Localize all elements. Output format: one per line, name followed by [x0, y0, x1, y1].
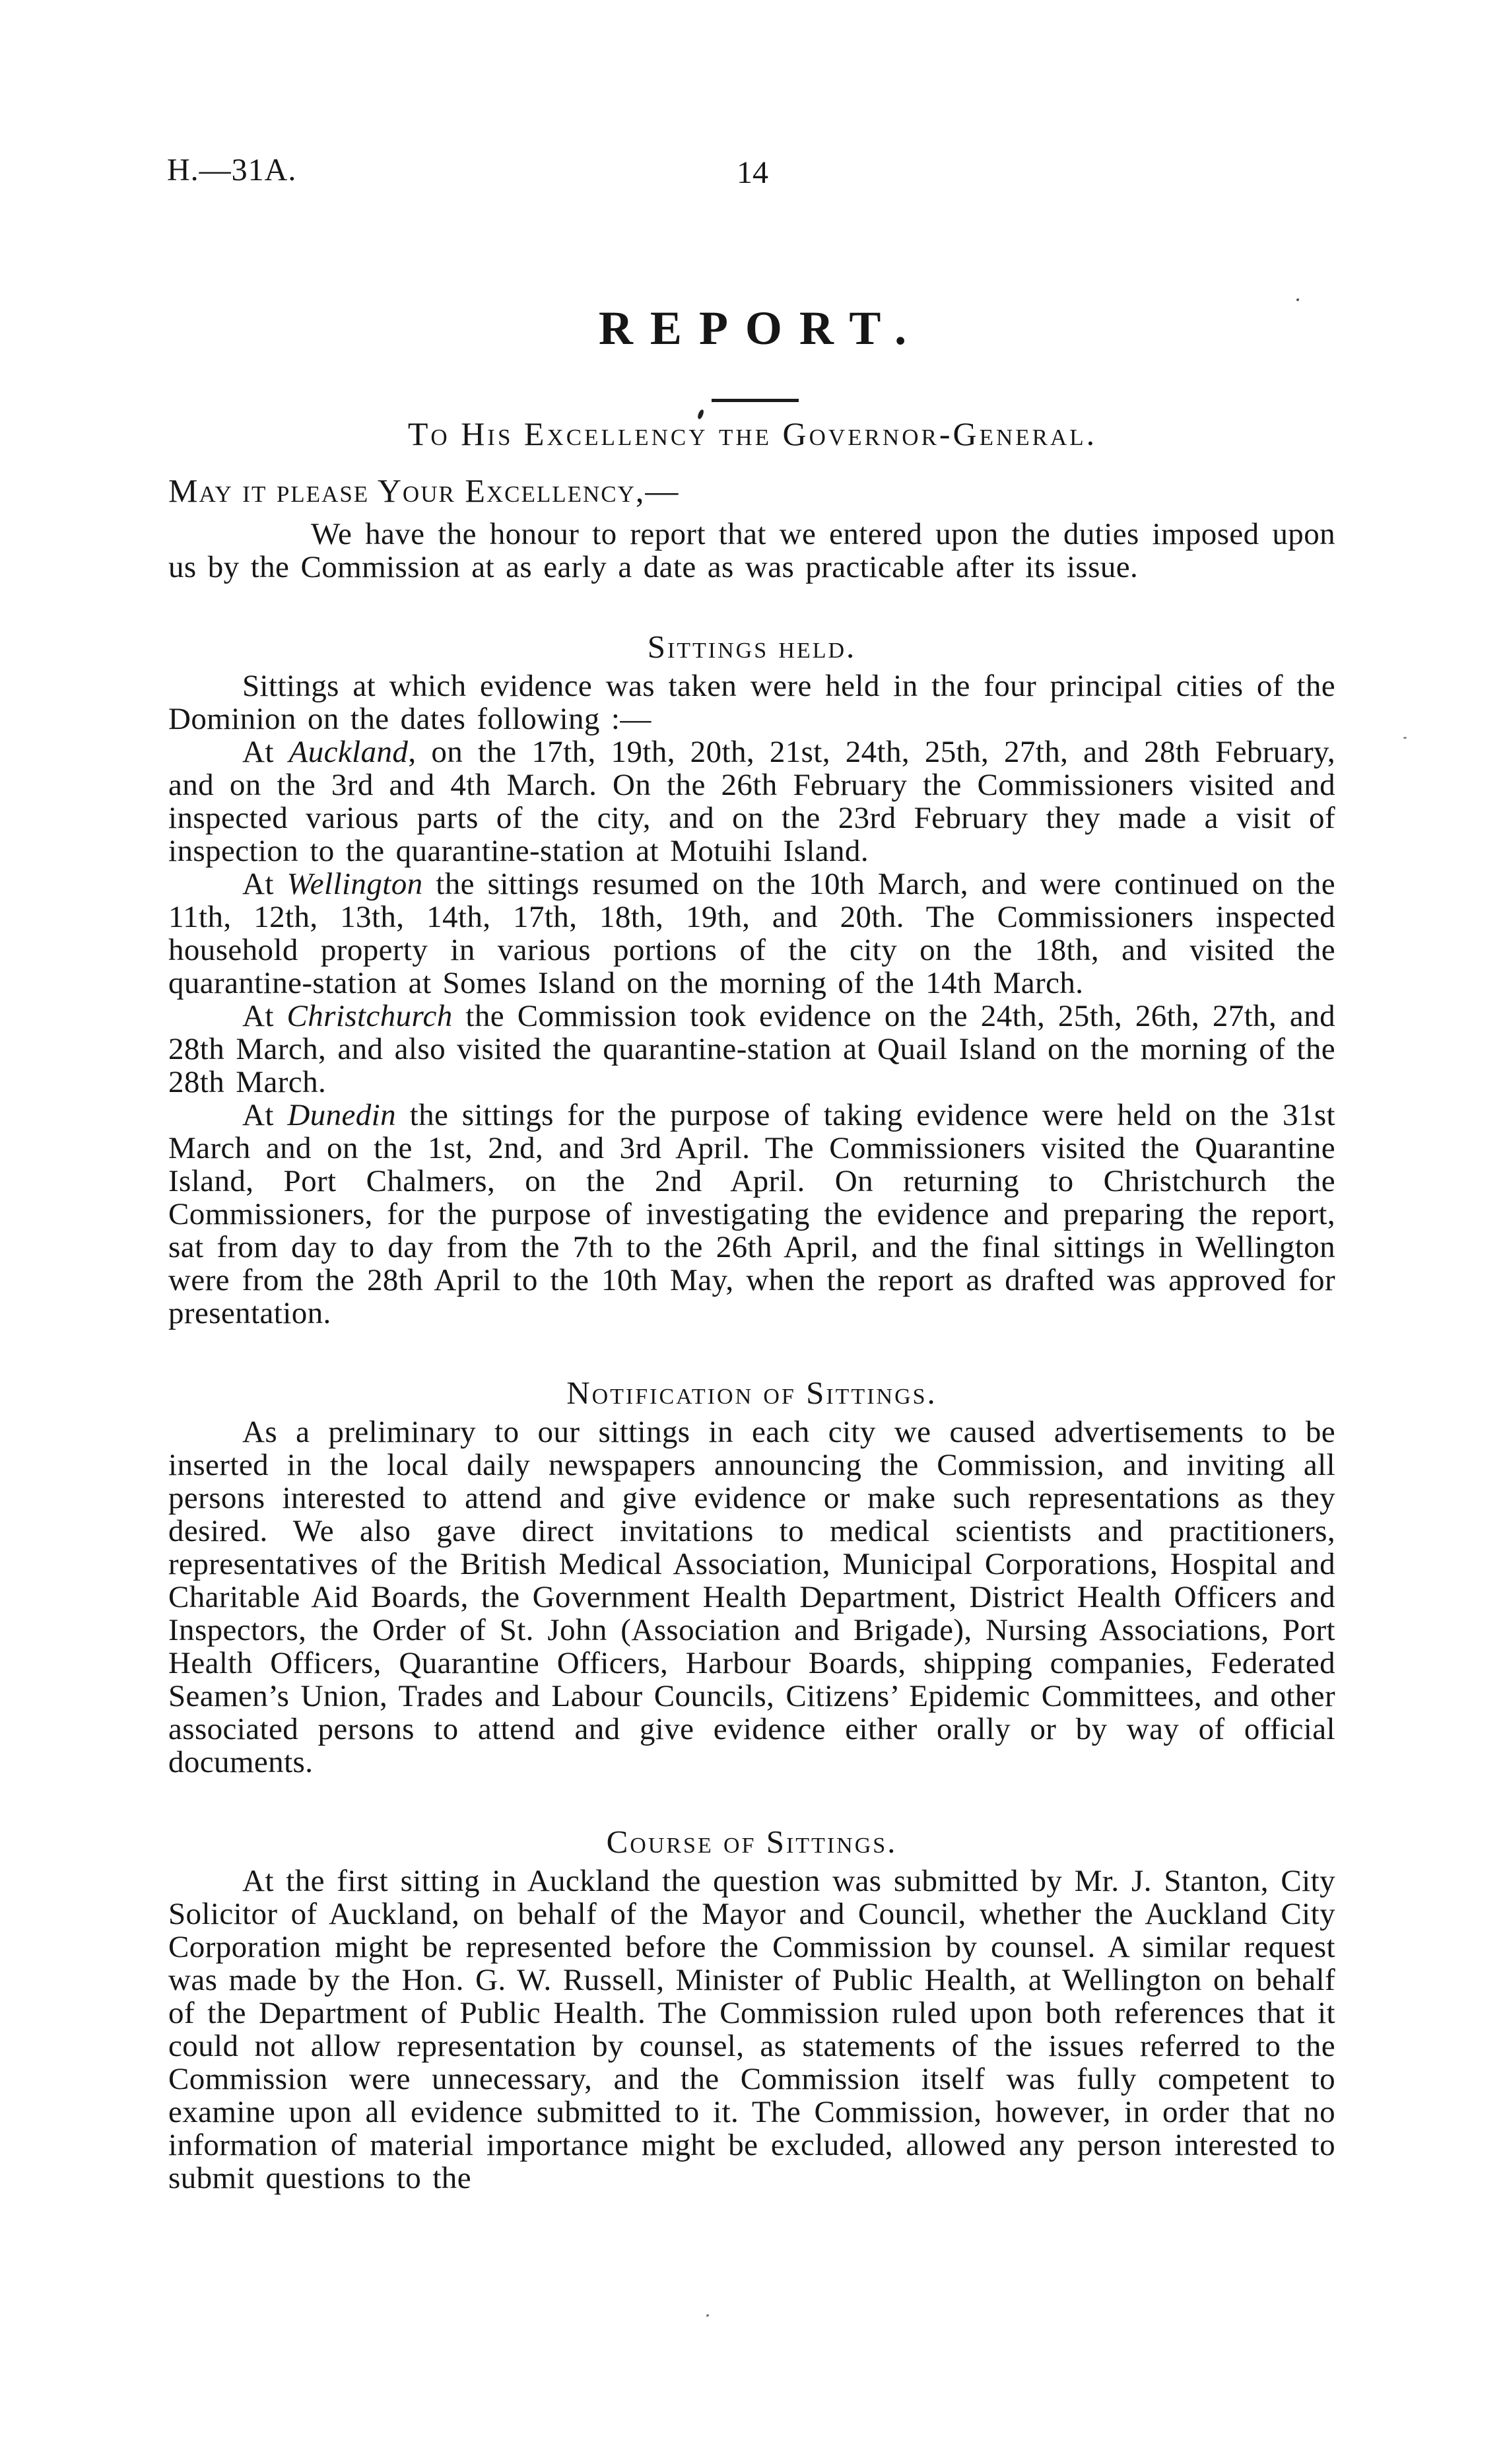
text-run: At: [242, 867, 287, 901]
document-sections: [168, 518, 1335, 2195]
text-run: As a preliminary to our sittings in each city we caused advertisements to be inserted in the local daily newspapers announcing the Commission, and inviting all persons interested to attend and give evidence or make such representations as they desired. We also gave direct invitations to medical scientists and practitioners, representatives of the British Medical Association, Municipal Corporations, Hospital and Charitable Aid Boards, the Government Health Department, District Health Officers and Inspectors, the Order of St. John (Association and Brigade), Nursing Associations, Port Health Officers, Quarantine Officers, Harbour Boards, shipping companies, Federated Seamen’s Union, Trades and Labour Councils, Citizens’ Epidemic Committees, and other associated persons to attend and give evidence either orally or by way of official documents.: [168, 1415, 1335, 1779]
text-run: the Commission took evidence on the 24th, 25th, 26th, 27th, and 28th March, and also visited the quarantine-station at Quail Island on the morning of the 28th March.: [168, 999, 1335, 1099]
paragraph: [168, 1416, 1335, 1779]
text-run: At: [242, 999, 287, 1033]
section-heading: Course of Sittings.: [606, 1824, 898, 1860]
document-title: REPORT.: [598, 302, 924, 355]
italic-place-name: Auckland: [288, 735, 409, 769]
paragraph: [168, 736, 1335, 868]
text-run: At: [242, 1098, 288, 1132]
italic-place-name: Christchurch: [286, 999, 453, 1033]
text-run: Sittings at which evidence was taken were held in the four principal cities of the Dominion on the dates following :—: [168, 669, 1335, 736]
text-run: We have the honour to report that we entered upon the duties imposed upon us by the Commission at as early a date as was practicable after its issue.: [168, 517, 1335, 584]
paragraph: [168, 1099, 1335, 1330]
scan-speck: [1403, 737, 1407, 739]
text-run: At: [242, 735, 289, 769]
section: [168, 1825, 1335, 2195]
section-heading: Sittings held.: [647, 629, 857, 665]
section-heading: Notification of Sittings.: [566, 1375, 937, 1411]
text-run: the sittings for the purpose of taking evidence were held on the 31st March and on the 1st, 2nd, and 3rd April. The Commissioners visited the Quarantine Island, Port Chalmers, on the 2nd April. On returning to Christchurch the Commissioners, for the purpose of investigating the evidence and preparing the report, sat from day to day from the 7th to the 26th April, and the final sittings in Wellington were from the 28th April to the 10th May, when the report as drafted was approved for presentation.: [168, 1098, 1336, 1330]
page-number: 14: [737, 155, 768, 190]
paragraph: [168, 1000, 1335, 1099]
section: [168, 630, 1335, 1330]
paragraph: [168, 669, 1335, 736]
text-run: , on the 17th, 19th, 20th, 21st, 24th, 25th, 27th, and 28th February, and on the 3rd and 4th March. On the 26th February the Commissioners visited and inspected various parts of the city, and on the 23rd February they made a visit of inspection to the quarantine-station at Motuihi Island.: [168, 735, 1336, 868]
text-run: the sittings resumed on the 10th March, and were continued on the 11th, 12th, 13th, 14th, 17th, 18th, 19th, and 20th. The Commissioners inspected household property in various portions of the city on the 18th, and visited the quarantine-station at Somes Island on the morning of the 14th March.: [168, 867, 1335, 1000]
section: [168, 1376, 1335, 1779]
document-body: [168, 473, 1335, 2195]
scan-speck: [706, 2314, 709, 2317]
paragraph: [168, 1865, 1335, 2195]
running-header-paper-number: H.—31A.: [167, 153, 297, 188]
paragraph: [168, 868, 1335, 1000]
title-divider-rule: [712, 399, 799, 402]
salutation-line: May it please Your Excellency,—: [168, 472, 680, 509]
address-to-governor-general: To His Excellency the Governor-General.: [407, 415, 1098, 452]
italic-place-name: Dunedin: [287, 1098, 397, 1132]
text-run: At the first sitting in Auckland the question was submitted by Mr. J. Stanton, City Solicitor of Auckland, on behalf of the Mayor and Council, whether the Auckland City Corporation might be represented before the Commission by counsel. A similar request was made by the Hon. G. W. Russell, Minister of Public Health, at Wellington on behalf of the Department of Public Health. The Commission ruled upon both references that it could not allow representation by counsel, as statements of the issues referred to the Commission were unnecessary, and the Commission itself was fully competent to examine upon all evidence submitted to it. The Commission, however, in order that no information of material importance might be excluded, allowed any person interested to submit questions to the: [168, 1864, 1335, 2195]
section: [168, 518, 1335, 584]
paragraph: [168, 518, 1335, 584]
italic-place-name: Wellington: [286, 867, 423, 901]
